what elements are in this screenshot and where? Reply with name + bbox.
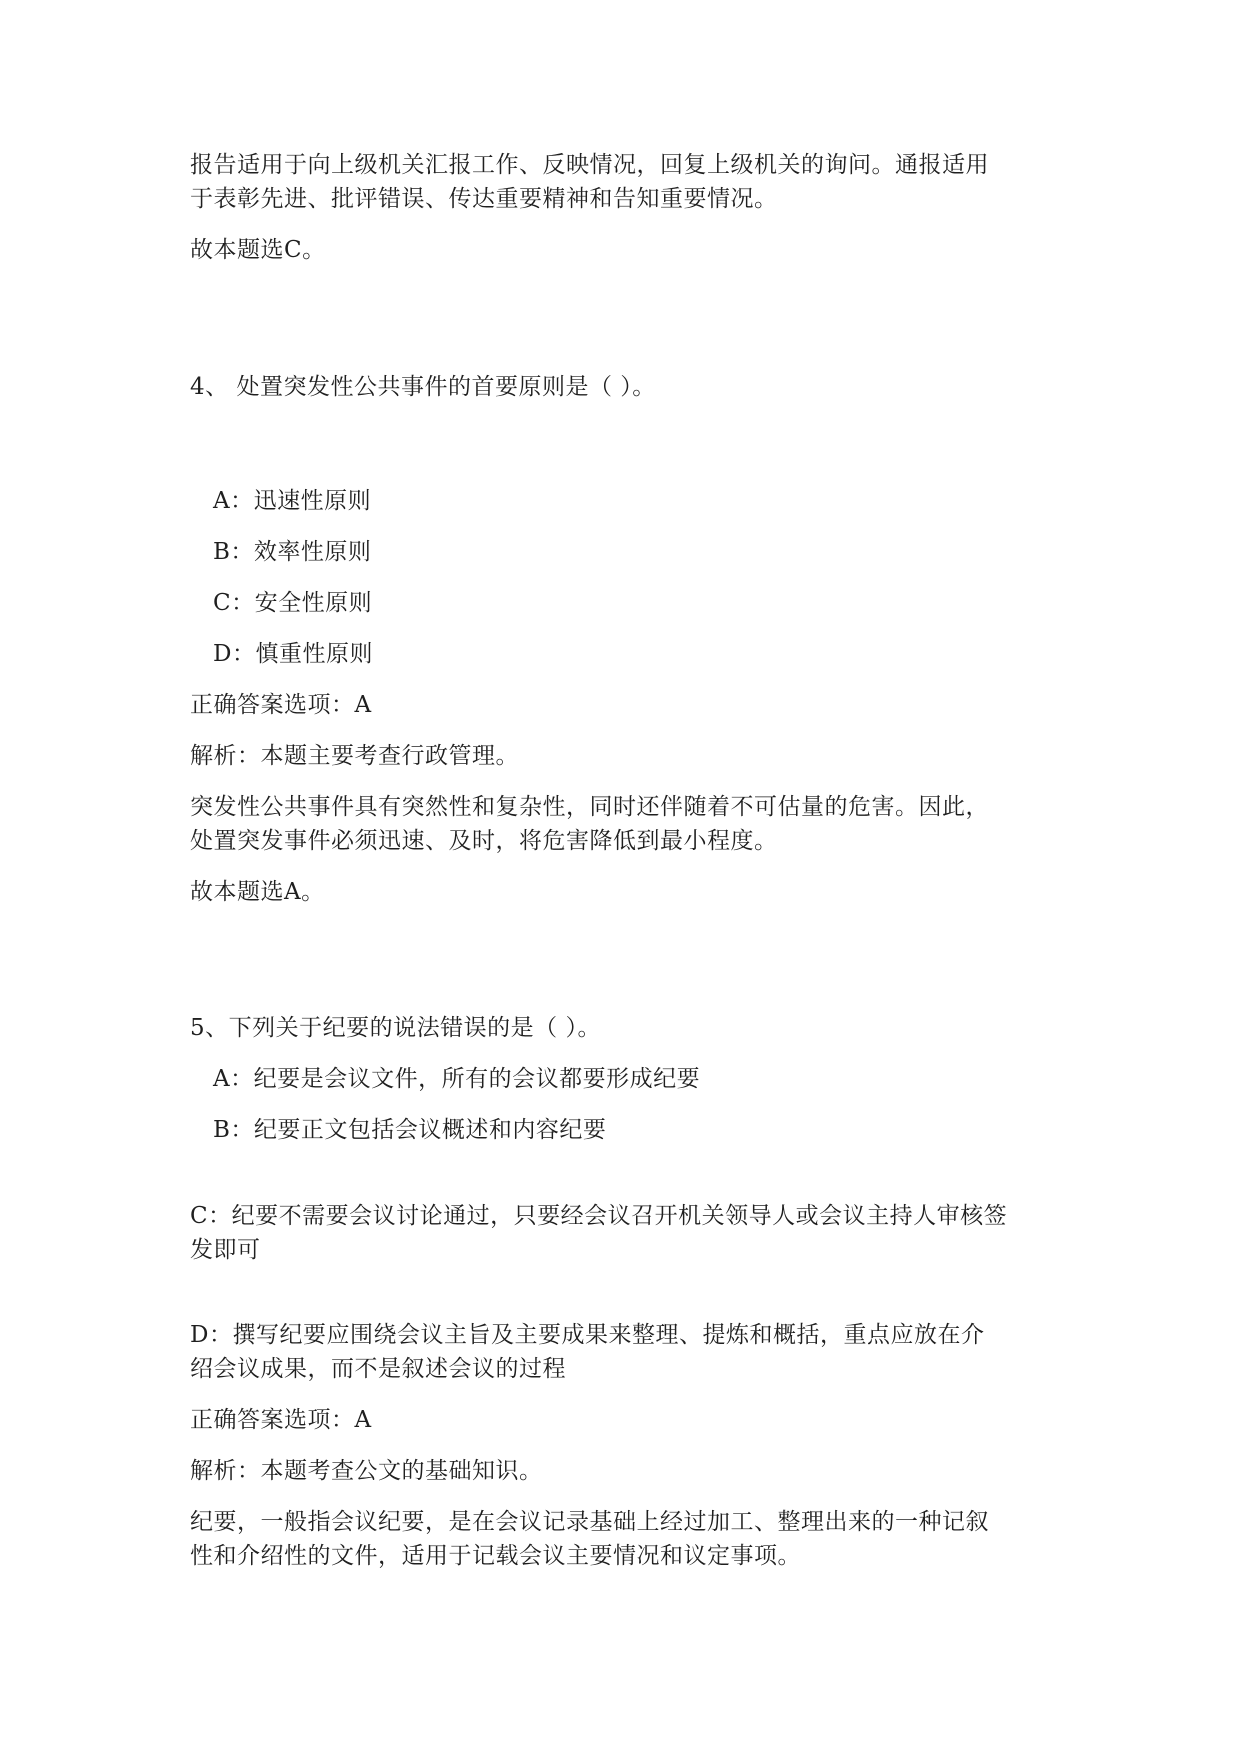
- q5-option-a: A：纪要是会议文件，所有的会议都要形成纪要: [213, 1066, 701, 1092]
- q5-stem: 5、下列关于纪要的说法错误的是（ ）。: [190, 1015, 601, 1041]
- prev-explanation-line-1: 报告适用于向上级机关汇报工作、反映情况，回复上级机关的询问。通报适用: [190, 152, 989, 178]
- q5-option-c-line-2: 发即可: [190, 1237, 261, 1263]
- q4-conclusion: 故本题选A。: [190, 879, 325, 905]
- q4-answer: 正确答案选项：A: [190, 692, 372, 718]
- q4-option-b: B：效率性原则: [213, 539, 372, 565]
- q4-option-c: C：安全性原则: [213, 590, 373, 616]
- q4-option-a: A：迅速性原则: [213, 488, 372, 514]
- q5-option-b: B：纪要正文包括会议概述和内容纪要: [213, 1117, 607, 1143]
- prev-explanation-line-2: 于表彰先进、批评错误、传达重要精神和告知重要情况。: [190, 186, 778, 212]
- q5-option-d-line-2: 绍会议成果，而不是叙述会议的过程: [190, 1356, 566, 1382]
- q4-analysis: 解析：本题主要考查行政管理。: [190, 743, 519, 769]
- q5-option-c-line-1: C：纪要不需要会议讨论通过，只要经会议召开机关领导人或会议主持人审核签: [190, 1203, 1008, 1229]
- q4-explanation-line-1: 突发性公共事件具有突然性和复杂性，同时还伴随着不可估量的危害。因此，: [190, 794, 989, 820]
- q5-explanation-line-2: 性和介绍性的文件，适用于记载会议主要情况和议定事项。: [190, 1543, 801, 1569]
- prev-conclusion: 故本题选C。: [190, 237, 326, 263]
- q4-stem: 4、 处置突发性公共事件的首要原则是（ ）。: [190, 374, 656, 400]
- q4-explanation-line-2: 处置突发事件必须迅速、及时，将危害降低到最小程度。: [190, 828, 778, 854]
- q4-option-d: D：慎重性原则: [213, 641, 373, 667]
- q5-option-d-line-1: D：撰写纪要应围绕会议主旨及主要成果来整理、提炼和概括，重点应放在介: [190, 1322, 985, 1348]
- q5-answer: 正确答案选项：A: [190, 1407, 372, 1433]
- q5-analysis: 解析：本题考查公文的基础知识。: [190, 1458, 543, 1484]
- q5-explanation-line-1: 纪要，一般指会议纪要，是在会议记录基础上经过加工、整理出来的一种记叙: [190, 1509, 989, 1535]
